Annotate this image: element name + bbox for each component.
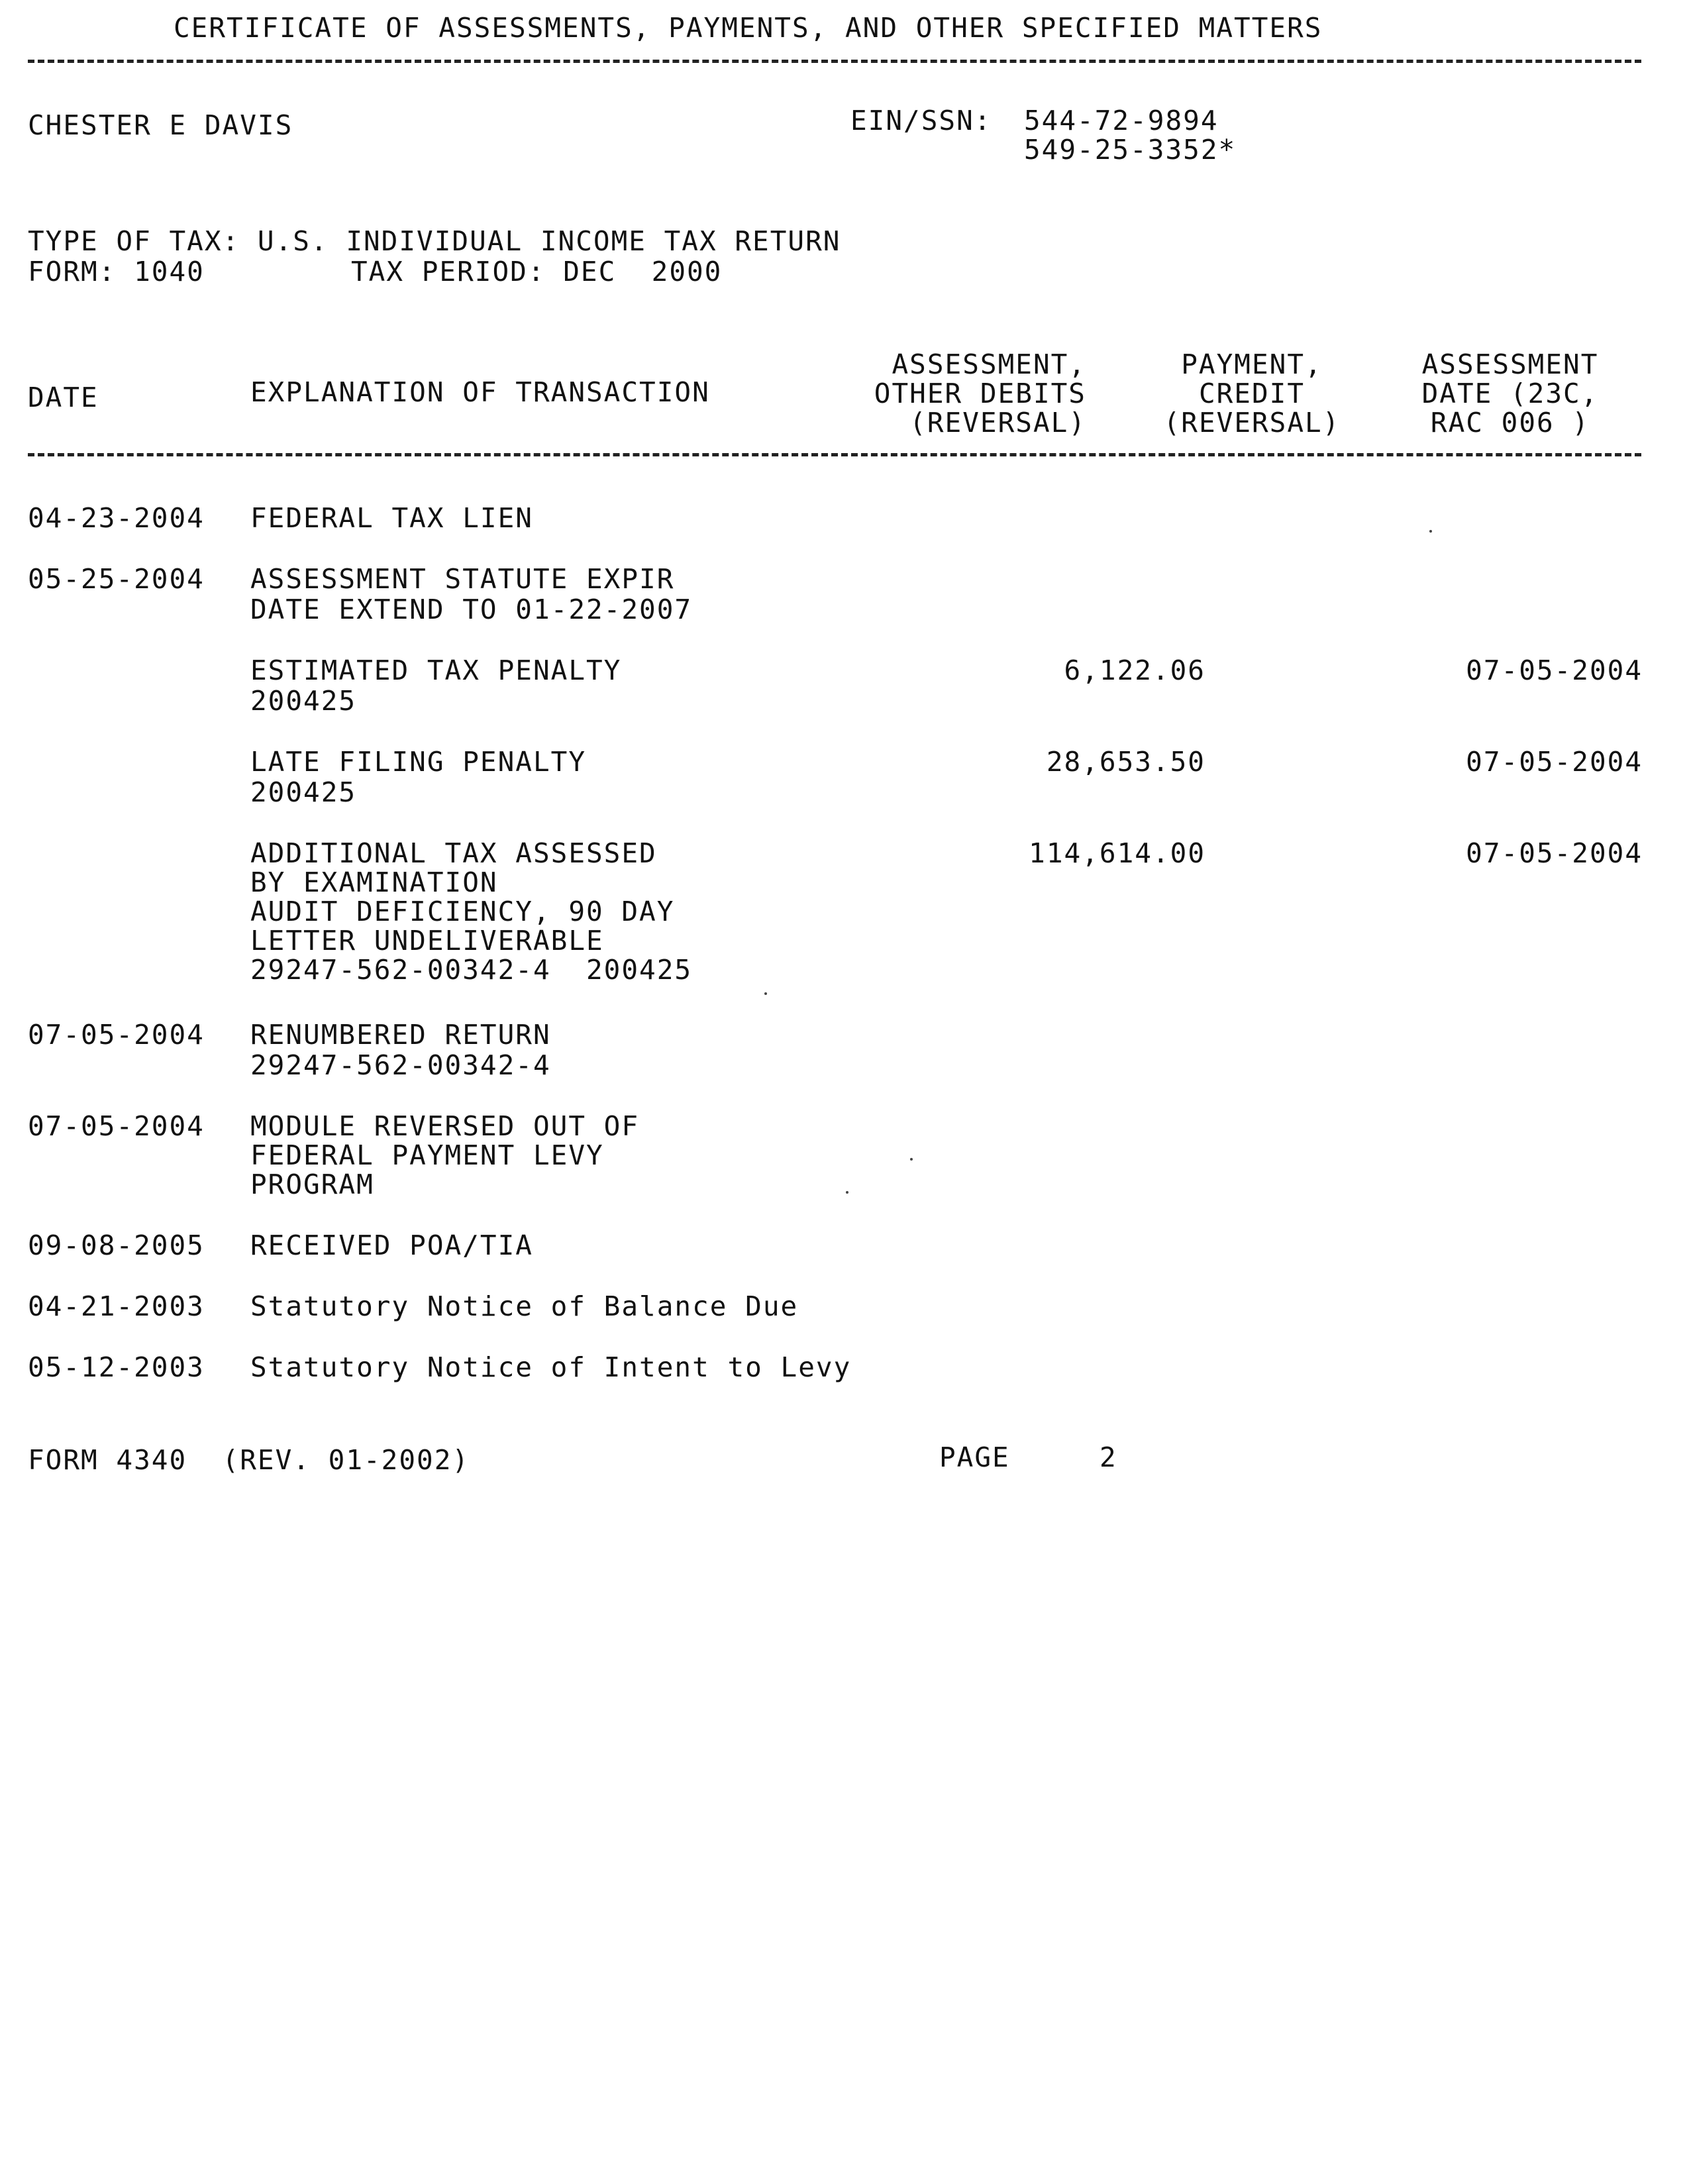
transaction-explanation: ASSESSMENT STATUTE EXPIR: [250, 563, 675, 595]
transaction-assessment-amount: 28,653.50: [1046, 746, 1205, 778]
transaction-explanation: MODULE REVERSED OUT OF: [250, 1110, 640, 1142]
tax-period: TAX PERIOD: DEC 2000: [351, 256, 723, 287]
scan-speck: [910, 1158, 913, 1161]
transaction-explanation: 29247-562-00342-4: [250, 1049, 551, 1081]
transaction-date: 09-08-2005: [28, 1229, 205, 1261]
transaction-explanation: RECEIVED POA/TIA: [250, 1229, 533, 1261]
document-title: CERTIFICATE OF ASSESSMENTS, PAYMENTS, AND OTHER SPECIFIED MATTERS: [174, 12, 1323, 44]
column-header-payment-line-1: PAYMENT,: [1181, 348, 1323, 380]
transaction-date: 04-23-2004: [28, 502, 205, 534]
transaction-explanation: DATE EXTEND TO 01-22-2007: [250, 594, 693, 625]
page-number: 2: [1100, 1441, 1117, 1473]
transaction-date: 05-25-2004: [28, 563, 205, 595]
column-header-date: DATE: [28, 382, 99, 413]
transaction-explanation: FEDERAL PAYMENT LEVY: [250, 1139, 604, 1171]
transaction-explanation: RENUMBERED RETURN: [250, 1019, 551, 1051]
transaction-explanation: LETTER UNDELIVERABLE: [250, 925, 604, 957]
page-label: PAGE: [939, 1441, 1010, 1473]
transaction-explanation: 29247-562-00342-4 200425: [250, 954, 693, 986]
header-divider: [28, 453, 1641, 456]
scan-speck: [1429, 530, 1432, 533]
transaction-assessment-date: 07-05-2004: [1466, 837, 1643, 869]
transaction-explanation: ADDITIONAL TAX ASSESSED: [250, 837, 657, 869]
transaction-explanation: AUDIT DEFICIENCY, 90 DAY: [250, 896, 675, 927]
transaction-assessment-amount: 114,614.00: [1029, 837, 1205, 869]
title-divider: [28, 60, 1641, 63]
transaction-explanation: FEDERAL TAX LIEN: [250, 502, 533, 534]
transaction-explanation: Statutory Notice of Balance Due: [250, 1290, 799, 1322]
transaction-explanation: ESTIMATED TAX PENALTY: [250, 654, 622, 686]
transaction-explanation: Statutory Notice of Intent to Levy: [250, 1351, 852, 1383]
column-header-assessment-date-line-3: RAC 006 ): [1430, 407, 1590, 439]
transaction-explanation: 200425: [250, 776, 357, 808]
transaction-explanation: 200425: [250, 685, 357, 717]
scan-speck: [846, 1191, 848, 1194]
column-header-payment-line-2: CREDIT: [1198, 378, 1305, 409]
scan-speck: [764, 992, 767, 995]
transaction-date: 07-05-2004: [28, 1110, 205, 1142]
taxpayer-name: CHESTER E DAVIS: [28, 109, 293, 141]
column-header-assessment-date-line-2: DATE (23C,: [1421, 378, 1599, 409]
column-header-assessment-line-2: OTHER DEBITS: [874, 378, 1086, 409]
transaction-assessment-date: 07-05-2004: [1466, 746, 1643, 778]
transaction-assessment-amount: 6,122.06: [1064, 654, 1205, 686]
column-header-assessment-line-3: (REVERSAL): [909, 407, 1086, 439]
transaction-explanation: BY EXAMINATION: [250, 866, 498, 898]
column-header-assessment-line-1: ASSESSMENT,: [892, 348, 1086, 380]
form-footer: FORM 4340 (REV. 01-2002): [28, 1444, 470, 1476]
ein-ssn-label: EIN/SSN:: [850, 105, 992, 136]
transaction-explanation: LATE FILING PENALTY: [250, 746, 586, 778]
column-header-payment-line-3: (REVERSAL): [1163, 407, 1341, 439]
ein-ssn-secondary: 549-25-3352*: [1024, 134, 1237, 166]
form-number: FORM: 1040: [28, 256, 205, 287]
column-header-assessment-date-line-1: ASSESSMENT: [1421, 348, 1599, 380]
column-header-explanation: EXPLANATION OF TRANSACTION: [250, 376, 710, 408]
transaction-date: 04-21-2003: [28, 1290, 205, 1322]
transaction-date: 05-12-2003: [28, 1351, 205, 1383]
transaction-assessment-date: 07-05-2004: [1466, 654, 1643, 686]
type-of-tax: TYPE OF TAX: U.S. INDIVIDUAL INCOME TAX RETURN: [28, 225, 841, 257]
ein-ssn-primary: 544-72-9894: [1024, 105, 1219, 136]
transaction-date: 07-05-2004: [28, 1019, 205, 1051]
transaction-explanation: PROGRAM: [250, 1169, 374, 1200]
